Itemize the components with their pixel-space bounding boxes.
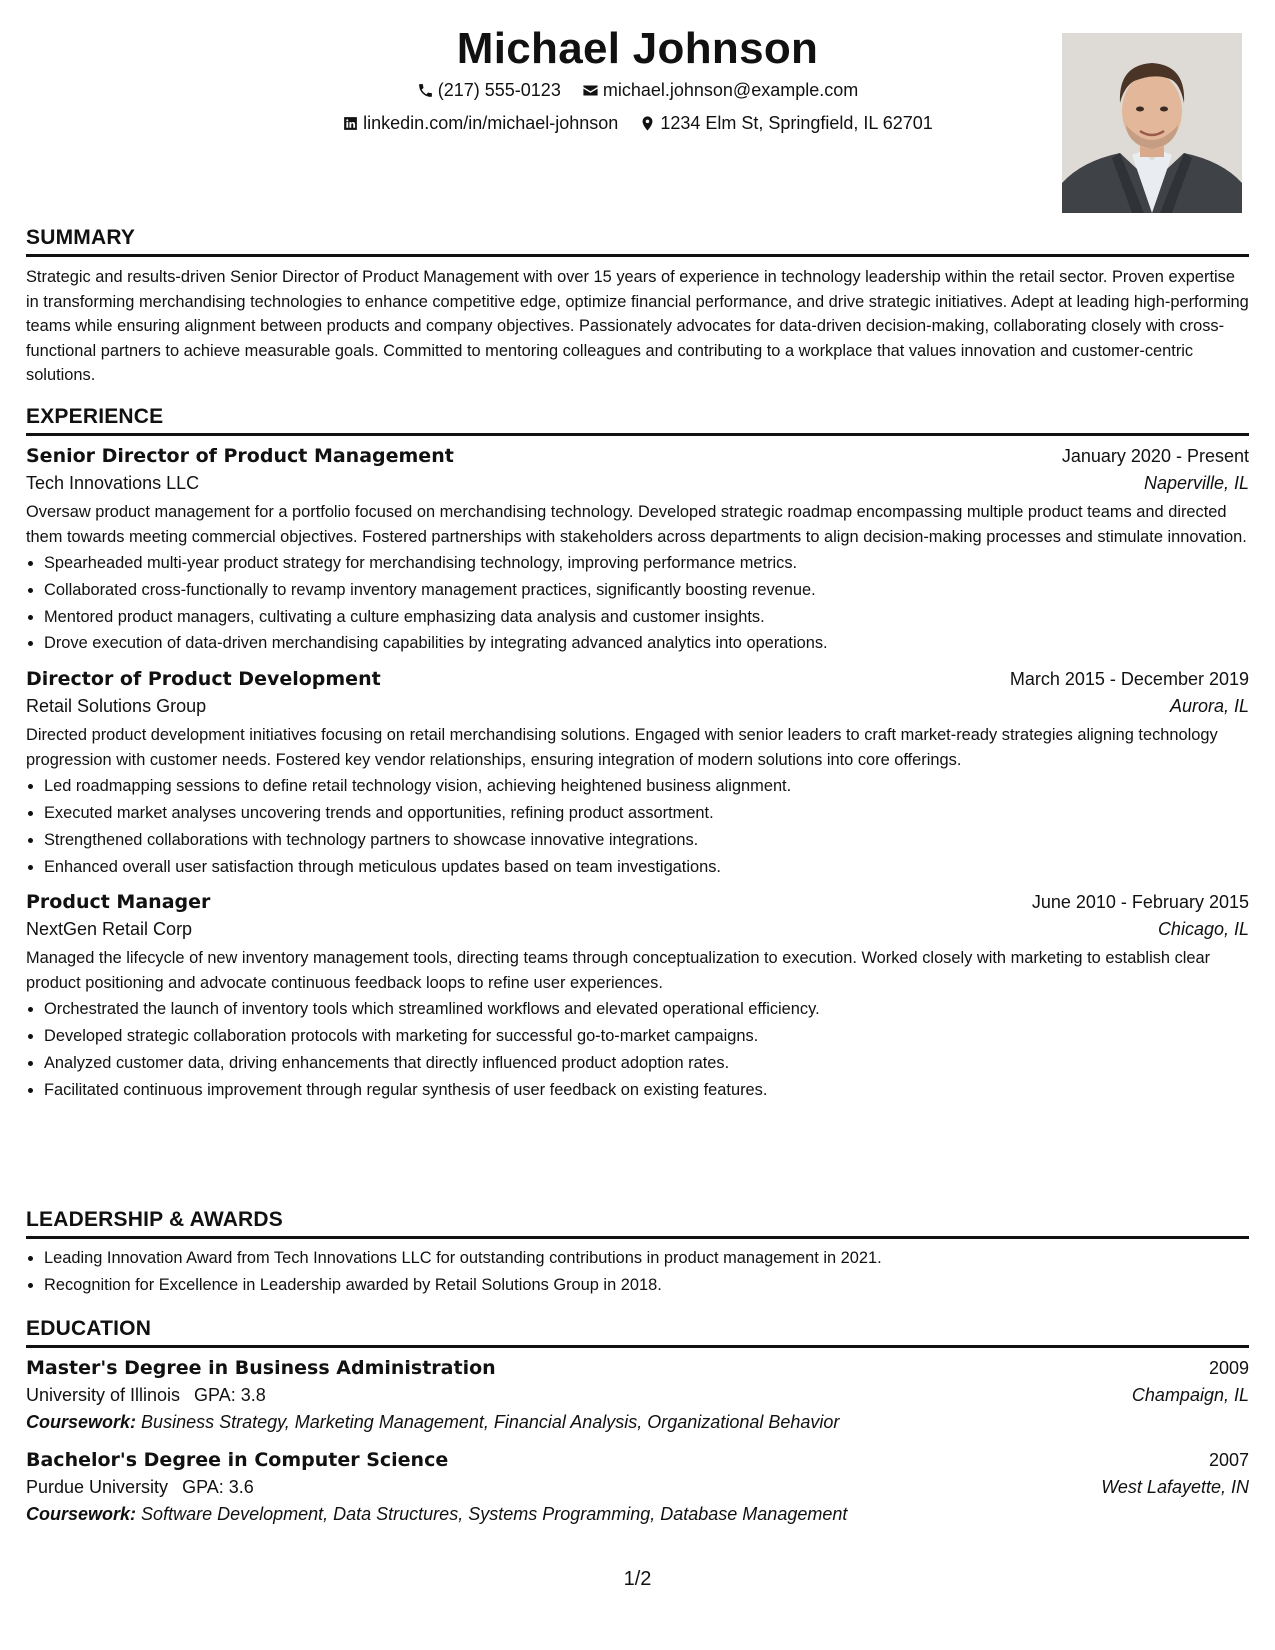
coursework-label: Coursework: <box>26 1504 137 1524</box>
email-address[interactable]: michael.johnson@example.com <box>602 80 859 100</box>
candidate-name: Michael Johnson <box>456 24 819 73</box>
list-item: • Enhanced overall user satisfaction through meticulous updates based on team investigations. <box>44 854 1249 881</box>
list-item: • Facilitated continuous improvement through regular synthesis of user feedback on existing features. <box>44 1077 1249 1104</box>
experience-heading: EXPERIENCE <box>26 405 1249 436</box>
gpa: GPA: 3.8 <box>194 1385 266 1405</box>
list-item: • Analyzed customer data, driving enhancements that directly influenced product adoption rates. <box>44 1050 1249 1077</box>
school-name: Purdue University <box>26 1477 169 1497</box>
job-dates: June 2010 - February 2015 <box>1031 892 1249 913</box>
list-item: • Orchestrated the launch of inventory tools which streamlined workflows and elevated operational efficiency. <box>44 996 1249 1023</box>
job-description: Managed the lifecycle of new inventory management tools, directing teams through conceptualization to execution. Worked closely with marketing to establish clear product positioning and advocate continuous feedback loops to refine user experiences. <box>26 949 1211 992</box>
phone-contact <box>417 80 561 101</box>
job-title: Product Manager <box>26 891 211 914</box>
school-name-gpa <box>26 1477 254 1498</box>
coursework-list: Business Strategy, Marketing Management, Financial Analysis, Organizational Behavior <box>141 1412 840 1432</box>
summary-heading: SUMMARY <box>26 226 1249 257</box>
linkedin-url[interactable]: linkedin.com/in/michael-johnson <box>363 113 619 133</box>
awards-list <box>26 1245 1249 1299</box>
email-contact[interactable] <box>582 80 858 101</box>
job-bullets <box>26 773 1249 880</box>
coursework <box>26 1412 1249 1433</box>
leadership-section <box>26 1208 1249 1299</box>
job-dates: January 2020 - Present <box>1061 446 1249 466</box>
list-item: • Mentored product managers, cultivating a culture emphasizing data analysis and customer insights. <box>44 604 1249 631</box>
job-entry <box>26 891 1249 1103</box>
degree-title: Master's Degree in Business Administration <box>26 1357 496 1379</box>
job-entry <box>26 445 1249 657</box>
gpa: GPA: 3.6 <box>182 1477 254 1497</box>
school-location: West Lafayette, IN <box>1101 1477 1249 1497</box>
phone-number: (217) 555-0123 <box>437 80 561 100</box>
job-title: Director of Product Development <box>26 668 381 691</box>
job-entry <box>26 668 1249 880</box>
graduation-year: 2007 <box>1208 1450 1249 1470</box>
summary-section <box>26 226 1249 388</box>
profile-portrait <box>1062 33 1242 213</box>
list-item: • Collaborated cross-functionally to revamp inventory management practices, significantly boosting revenue. <box>44 577 1249 604</box>
street-address: 1234 Elm St, Springfield, IL 62701 <box>660 113 933 133</box>
job-location: Naperville, IL <box>1143 473 1249 493</box>
job-bullets <box>26 996 1249 1103</box>
job-bullets <box>26 550 1249 657</box>
job-title: Senior Director of Product Management <box>26 445 454 467</box>
list-item: • Led roadmapping sessions to define retail technology vision, achieving heightened business alignment. <box>44 773 1249 800</box>
job-company: NextGen Retail Corp <box>26 919 193 940</box>
experience-section <box>26 405 1249 1104</box>
school-location: Champaign, IL <box>1131 1385 1249 1405</box>
linkedin-contact[interactable] <box>342 113 618 134</box>
school-name: University of Illinois <box>26 1385 181 1405</box>
summary-text: Strategic and results-driven Senior Director of Product Management with over 15 years of experience in technology leadership within the retail sector. Proven expertise in transforming merchandising technologies to enhance competitive edge, optimize financial performance, and drive strategic initiatives. Adept at leading high-performing teams while ensuring alignment between products and company objectives. Passionately advocates for data-driven decision-making, collaborating closely with cross-functional partners to achieve measurable goals. Committed to mentoring colleagues and contributing to a workplace that values innovation and customer-centric solutions. <box>26 268 1249 384</box>
phone-icon <box>417 82 434 99</box>
profile-photo <box>1062 33 1242 213</box>
list-item: • Leading Innovation Award from Tech Innovations LLC for outstanding contributions in product management in 2021. <box>44 1245 1249 1272</box>
coursework <box>26 1504 1249 1525</box>
list-item: • Executed market analyses uncovering trends and opportunities, refining product assortment. <box>44 800 1249 827</box>
list-item: • Recognition for Excellence in Leadership awarded by Retail Solutions Group in 2018. <box>44 1272 1249 1299</box>
job-location: Chicago, IL <box>1157 919 1249 940</box>
education-entry <box>26 1449 1249 1525</box>
education-heading: EDUCATION <box>26 1317 1249 1348</box>
list-item: • Developed strategic collaboration protocols with marketing for successful go-to-market campaigns. <box>44 1023 1249 1050</box>
list-item: • Strengthened collaborations with technology partners to showcase innovative integrations. <box>44 827 1249 854</box>
list-item: • Drove execution of data-driven merchandising capabilities by integrating advanced analytics into operations. <box>44 630 1249 657</box>
graduation-year: 2009 <box>1208 1358 1249 1378</box>
leadership-heading: LEADERSHIP & AWARDS <box>26 1208 1249 1239</box>
school-name-gpa <box>26 1385 266 1406</box>
list-item: • Spearheaded multi-year product strategy for merchandising technology, improving performance metrics. <box>44 550 1249 577</box>
job-company: Retail Solutions Group <box>26 696 207 717</box>
job-company: Tech Innovations LLC <box>26 473 200 493</box>
coursework-list: Software Development, Data Structures, Systems Programming, Database Management <box>141 1504 848 1524</box>
linkedin-icon <box>342 115 359 132</box>
page-number: 1/2 <box>623 1568 652 1590</box>
coursework-label: Coursework: <box>26 1412 137 1432</box>
education-entry <box>26 1357 1249 1433</box>
map-pin-icon <box>639 115 656 132</box>
job-description: Oversaw product management for a portfolio focused on merchandising technology. Developed strategic roadmap encompassing multiple product teams and directed them towards meeting commercial objectives. Fostered partnerships with stakeholders across departments to align decision-making processes and stimulate innovation. <box>26 503 1247 546</box>
education-section <box>26 1317 1249 1525</box>
envelope-icon <box>582 82 599 99</box>
job-location: Aurora, IL <box>1169 696 1249 717</box>
job-dates: March 2015 - December 2019 <box>1009 669 1249 690</box>
job-description: Directed product development initiatives focusing on retail merchandising solutions. Engaged with senior leaders to craft market-ready strategies aligning technology progression with customer needs. Fostered key vendor relationships, ensuring integration of modern solutions into core offerings. <box>26 726 1218 769</box>
address-contact <box>639 113 933 134</box>
degree-title: Bachelor's Degree in Computer Science <box>26 1449 449 1471</box>
